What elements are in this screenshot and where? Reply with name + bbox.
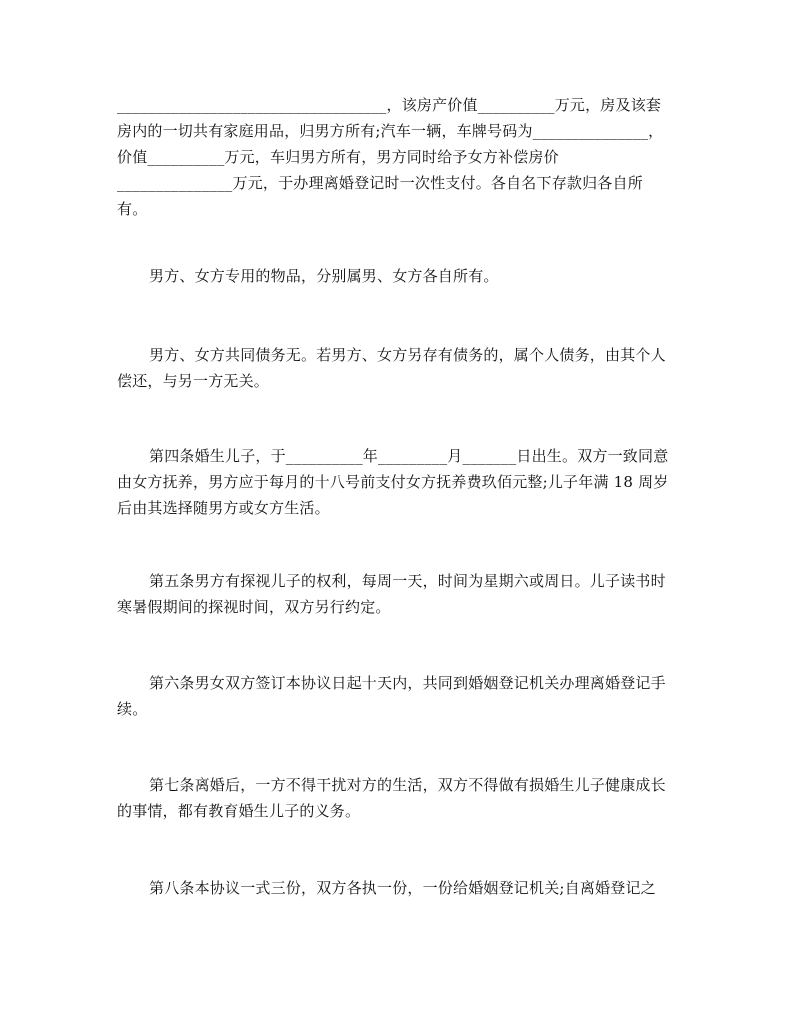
text-line: 第八条本协议一式三份，双方各执一份，一份给婚姻登记机关;自离婚登记之	[149, 879, 656, 897]
text-line: 由女方抚养，男方应于每月的十八号前支付女方抚养费玖佰元整;儿子年满 18 周岁	[117, 473, 669, 491]
paragraph-article-7	[117, 772, 677, 824]
text-line: 的事情，都有教育婚生儿子的义务。	[117, 802, 361, 820]
paragraph-article-6	[117, 670, 677, 722]
text-line: 第四条婚生儿子，于__________年_________月_______日出生。双方一致同意	[149, 447, 669, 465]
paragraph-article-4	[117, 443, 677, 521]
text-line: 价值__________万元，车归男方所有，男方同时给予女方补偿房价	[117, 148, 559, 166]
text-line: 第六条男女双方签订本协议日起十天内，共同到婚姻登记机关办理离婚登记手	[149, 674, 666, 692]
text-line: 男方、女方共同债务无。若男方、女方另存有债务的，属个人债务，由其个人	[149, 346, 666, 364]
paragraph-personal-items	[117, 263, 677, 289]
text-line: _______________万元，于办理离婚登记时一次性支付。各自名下存款归各自所	[117, 174, 643, 192]
text-line: 偿还，与另一方无关。	[117, 372, 270, 390]
text-line: ___________________________________，该房产价值__________万元，房及该套	[117, 96, 662, 114]
text-line: 寒暑假期间的探视时间，双方另行约定。	[117, 598, 391, 616]
text-line: 房内的一切共有家庭用品，归男方所有;汽车一辆，车牌号码为_______________，	[117, 122, 664, 140]
paragraph-article-5	[117, 568, 677, 620]
text-line: 第七条离婚后，一方不得干扰对方的生活，双方不得做有损婚生儿子健康成长	[149, 776, 666, 794]
text-line: 男方、女方专用的物品，分别属男、女方各自所有。	[149, 267, 499, 285]
paragraph-article-8	[117, 875, 677, 901]
text-line: 有。	[117, 200, 148, 218]
text-line: 第五条男方有探视儿子的权利，每周一天，时间为星期六或周日。儿子读书时	[149, 572, 666, 590]
paragraph-debts	[117, 342, 677, 394]
paragraph-property-division	[117, 92, 677, 222]
text-line: 后由其选择随男方或女方生活。	[117, 499, 330, 517]
text-line: 续。	[117, 700, 148, 718]
